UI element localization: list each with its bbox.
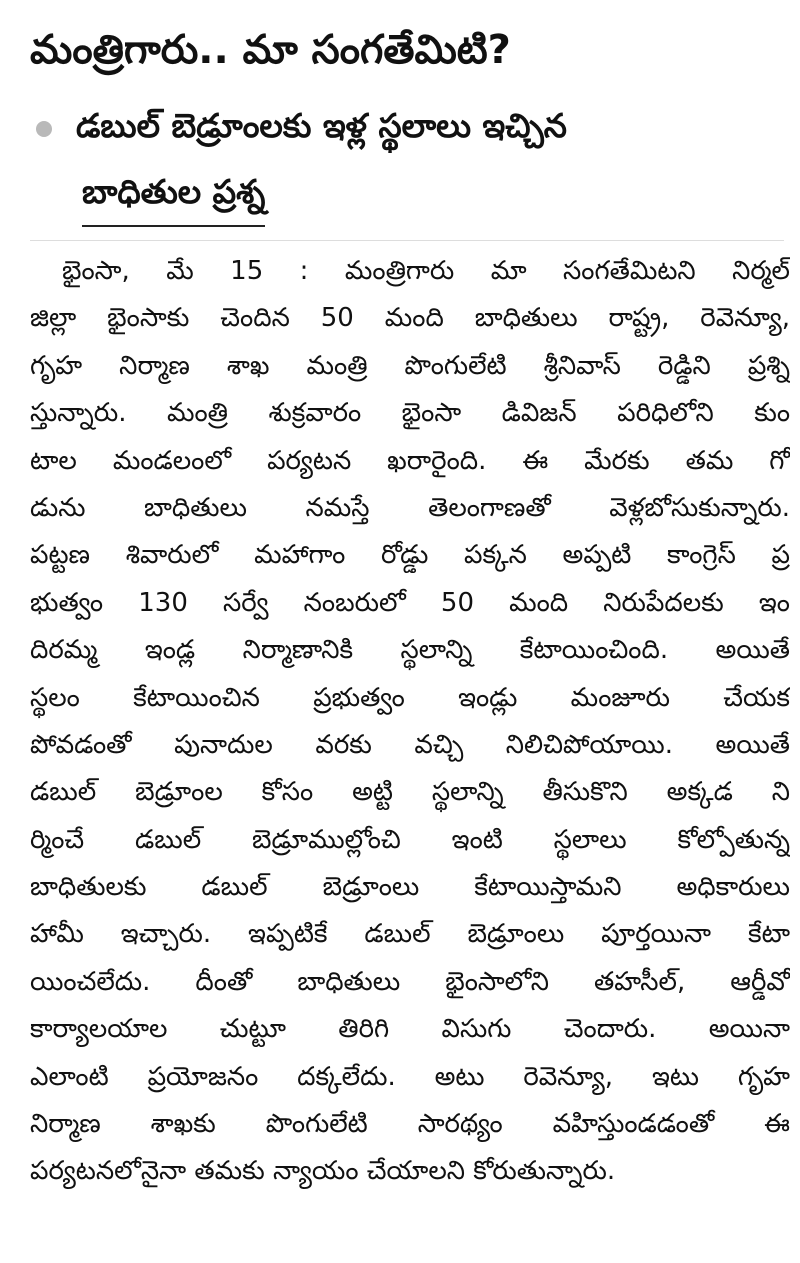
body-line: ర్మించే డబుల్ బెడ్రూముల్లోంచి ఇంటి స్థలాలు కోల్పోతున్న <box>30 824 790 855</box>
body-line: కార్యాలయాల చుట్టూ తిరిగి విసుగు చెందారు. అయినా <box>30 1014 790 1045</box>
body-line: దిరమ్మ ఇండ్ల నిర్మాణానికి స్థలాన్ని కేటాయించింది. అయితే <box>30 635 790 666</box>
body-line: స్థలం కేటాయించిన ప్రభుత్వం ఇండ్లు మంజూరు చేయక <box>30 682 790 713</box>
body-line: టాల మండలంలో పర్యటన ఖరారైంది. ఈ మేరకు తమ గో <box>30 445 790 476</box>
body-line: భుత్వం 130 సర్వే నంబరులో 50 మంది నిరుపేదలకు ఇం <box>30 587 790 618</box>
body-line: గృహ నిర్మాణ శాఖ మంత్రి పొంగులేటి శ్రీనివాస్ రెడ్డిని ప్రశ్ని <box>30 350 790 381</box>
body-line: భైంసా, మే 15 : మంత్రిగారు మా సంగతేమిటని నిర్మల్ <box>62 256 790 286</box>
body-line: పట్టణ శివారులో మహాగాం రోడ్డు పక్కన అప్పటి కాంగ్రెస్ ప్ర <box>30 540 790 571</box>
body-line: డబుల్ బెడ్రూంల కోసం అట్టి స్థలాన్ని తీసుకొని అక్కడ ని <box>30 777 790 808</box>
body-line: పర్యటనలోనైనా తమకు న్యాయం చేయాలని కోరుతున్నారు. <box>30 1156 616 1187</box>
body-line: ఎలాంటి ప్రయోజనం దక్కలేదు. అటు రెవెన్యూ, ఇటు గృహ <box>30 1061 790 1092</box>
bullet-dot-icon <box>36 121 52 137</box>
body-line: నిర్మాణ శాఖకు పొంగులేటి సారథ్యం వహిస్తుండడంతో ఈ <box>30 1109 790 1140</box>
body-line: స్తున్నారు. మంత్రి శుక్రవారం భైంసా డివిజన్ పరిధిలోని కుం <box>30 398 790 429</box>
body-line: డును బాధితులు నమస్తే తెలంగాణతో వెళ్లబోసుకున్నారు. <box>30 492 790 523</box>
subheadline-line-1 <box>30 98 770 160</box>
article-headline: మంత్రిగారు.. మా సంగతేమిటి? <box>30 27 511 73</box>
subheadline-text-2: బాధితుల ప్రశ్న <box>82 172 265 227</box>
header-divider <box>30 240 784 241</box>
body-line: జిల్లా భైంసాకు చెందిన 50 మంది బాధితులు రాష్ట్ర, రెవెన్యూ, <box>30 303 790 334</box>
subheadline-line-2 <box>30 168 770 230</box>
body-line: హామీ ఇచ్చారు. ఇప్పటికే డబుల్ బెడ్రూంలు పూర్తయినా కేటా <box>30 919 790 950</box>
article-body <box>30 248 790 1196</box>
body-line: యించలేదు. దీంతో బాధితులు భైంసాలోని తహసీల్, ఆర్డీవో <box>30 966 790 997</box>
subheadline-text-1: డబుల్ బెడ్రూంలకు ఇళ్ల స్థలాలు ఇచ్చిన <box>76 105 567 145</box>
body-line: పోవడంతో పునాదుల వరకు వచ్చి నిలిచిపోయాయి. అయితే <box>30 729 790 760</box>
article-subheadline <box>30 98 770 230</box>
body-line: బాధితులకు డబుల్ బెడ్రూంలు కేటాయిస్తామని అధికారులు <box>30 872 790 903</box>
